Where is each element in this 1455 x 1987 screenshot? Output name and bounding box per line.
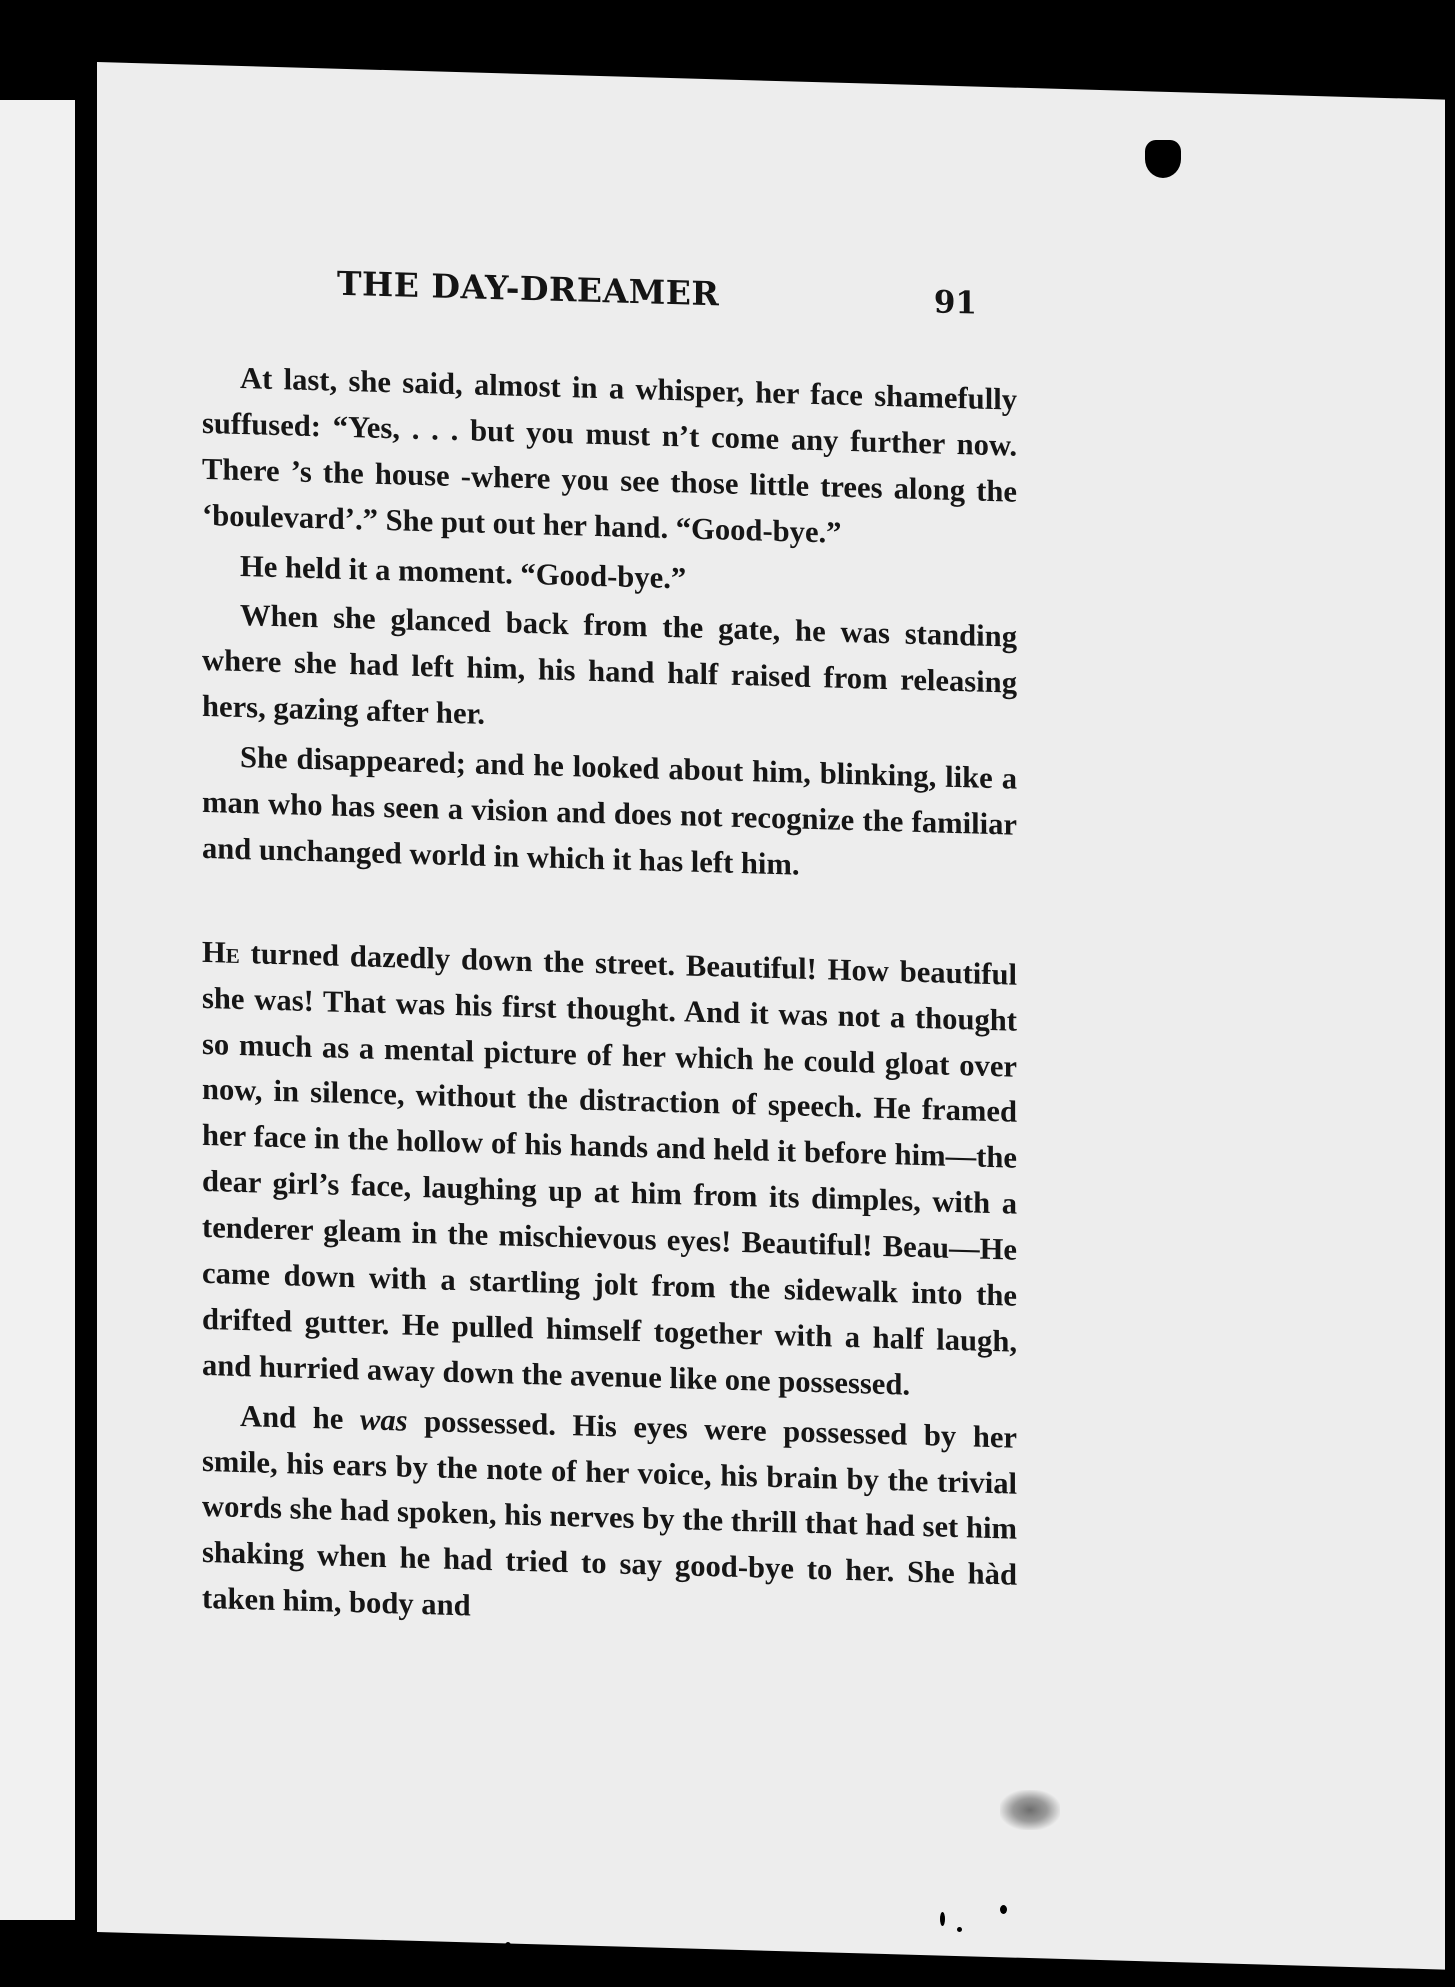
paragraph: When she glanced back from the gate, he was standing where she had left him, his hand half raised from releasing hers, gazing after her. bbox=[202, 598, 1017, 732]
book-gutter bbox=[75, 100, 97, 1920]
section-opening-paragraph bbox=[202, 930, 1017, 1412]
smudge-mark bbox=[1000, 1790, 1060, 1830]
scan-speck bbox=[957, 1927, 962, 1932]
scan-speck bbox=[1000, 1905, 1007, 1914]
page-number: 91 bbox=[933, 284, 977, 322]
section-dropcap: He bbox=[202, 934, 240, 970]
ink-blot-mark bbox=[1145, 140, 1181, 178]
italic-word: was bbox=[359, 1402, 408, 1438]
paragraph: He held it a moment. “Good-bye.” bbox=[240, 548, 687, 596]
page-body bbox=[202, 355, 1017, 1649]
facing-page-edge bbox=[0, 100, 75, 1920]
paragraph-text: possessed. His eyes were possessed by her smile, his ears by the note of her voice, his brain by the trivial words she had spoken, his nerves by the thrill that had set him shaking when he had tried to say good-bye to her. She hàd taken him, body and bbox=[202, 1403, 1017, 1623]
paragraph-text: turned dazedly down the street. Beautiful! How beautiful she was! That was his first thought. And it was not a thought so much as a mental picture of her which he could gloat over now, in silence, without the distraction of speech. He framed her face in the hollow of his hands and held it before him—the dear girl’s face, laughing up at him from its dimples, with a tenderer gleam in the mischievous eyes! Beautiful! Beau—He came down with a startling jolt from the sidewalk into the drifted gutter. He pulled himself together with a half laugh, and hurried away down the avenue like one possessed. bbox=[202, 935, 1017, 1402]
running-title: THE DAY-DREAMER bbox=[337, 263, 720, 314]
page-header bbox=[337, 264, 977, 342]
scan-speck bbox=[940, 1912, 945, 1926]
paragraph: At last, she said, almost in a whisper, her face shamefully suffused: “Yes, . . . but you must n’t come any further now. There ’s the house -where you see those little trees along the ‘boulevard’.” She put out her hand. “Good-bye.” bbox=[202, 360, 1017, 550]
paragraph: She disappeared; and he looked about him, blinking, like a man who has seen a vision and does not recognize the familiar and unchanged world in which it has left him. bbox=[202, 740, 1017, 882]
scan-speck bbox=[505, 1942, 511, 1950]
paragraph bbox=[202, 1393, 1017, 1645]
book-page bbox=[97, 62, 1445, 1970]
paragraph-text: And he bbox=[240, 1398, 360, 1437]
